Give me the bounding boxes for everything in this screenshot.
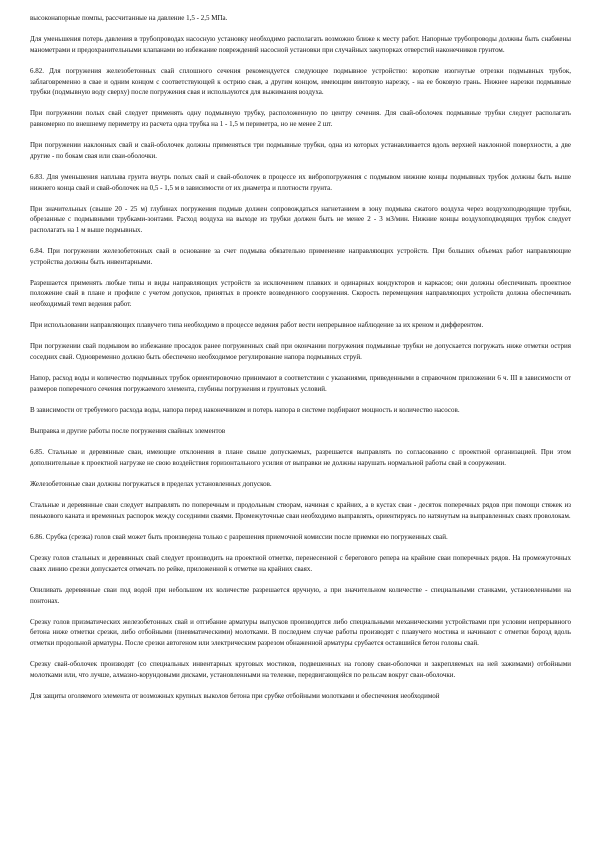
paragraph: При погружении наклонных свай и свай-оболочек должны применяться три подмывные трубки, одна из которых устанавливается вдоль верхней наклонной поверхности, а две другие - по бокам свая или сваи-оболочки. (30, 141, 571, 160)
paragraph: При погружении полых свай следует применять одну подмывную трубку, расположенную по центру сечения. Для свай-оболочек подмывные трубки следует располагать равномерно по внешнему периметру из расчета одна трубка на 1 - 1,5 м периметра, но не менее 2 шт. (30, 109, 571, 128)
paragraph: 6.85. Стальные и деревянные сваи, имеющие отклонения в плане свыше допускаемых, разрешается выправлять по согласованию с проектной организацией. При этом дополнительные к проектной нагрузке не свою воздействия горизонтального усилия от выправки не должны нарушать нормальной работы свай в сооружении. (30, 448, 571, 467)
paragraph: Срезку голов стальных и деревянных свай следует производить на проектной отметке, перенесенной с берегового репера на крайние сваи поперечных рядов. На промежуточных сваях линию срезки допускается отмечать по рейке, приложенной к отметке на крайних сваях. (30, 554, 571, 573)
paragraph: 6.86. Срубка (срезка) голов свай может быть произведена только с разрешения приемочной комиссии после приемки ею погруженных свай. (30, 533, 448, 542)
paragraph: Срезку свай-оболочек производят (со специальных инвентарных круговых мостиков, подвешенных на голову сваи-оболочки и закрепляемых на ней зажимами) отбойными молотками или, что лучше, алмазно-корундовыми дисками, установленными на тележке, передвигающейся по рельсам вокруг сваи-оболочки. (30, 660, 571, 679)
paragraph: Опиливать деревянные сваи под водой при небольшом их количестве разрешается вручную, а при значительном количестве - специальными станками, установленными на понтонах. (30, 586, 571, 605)
paragraph: При значительных (свыше 20 - 25 м) глубинах погружения подмыв должен сопровождаться нагнетанием в зону подмыва сжатого воздуха через воздухоподводящие трубки, обрезанные с подмывными трубками-зонтами. Расход воздуха на выходе из трубки должен быть не менее 2 - 3 м3/мин. Нижние концы воздухоподводящих трубок следует располагать на 1 м выше подмывных. (30, 204, 571, 234)
paragraph: При погружении свай подмывом во избежание просадок ранее погруженных свай при окончании погружения подмывные трубки не допускается погружать ниже отметки острия соседних свай. Одновременно должно быть обеспечено необходимое регулирование напора подмывных струй. (30, 342, 571, 361)
paragraph: Для уменьшения потерь давления в трубопроводах насосную установку необходимо располагать возможно ближе к месту работ. Напорные трубопроводы должны быть снабжены манометрами и предохранительными клапанами во избежание повреждений насосной установки при случайных закупорках отверстий наконечников грунтом. (30, 35, 571, 54)
paragraph: Срезку голов призматических железобетонных свай и отгибание арматуры выпусков производится либо специальными механическими устройствами при условии непрерывного бетона ниже отметки срезки, либо отбойными (пневматическими) молотками. В последнем случае работы производят с плавучего мостика и начинают с отметки борозд вдоль отметки продольной арматуры. После срезки автогеном или электрическим разрезом обнаженной арматуры срубается оставшийся бетон головы свай. (30, 617, 571, 648)
paragraph: Стальные и деревянные сваи следует выправлять по поперечным и продольным створам, начиная с крайних, а в кустах сваи - десяток поперечных рядов при помощи стяжек из пенькового каната и временных распорок между соседними сваями. Промежуточные сваи необходимо выправлять, ориентируясь по натянутым на выправленных сваях проволокам. (30, 501, 571, 520)
paragraph: В зависимости от требуемого расхода воды, напора перед наконечником и потерь напора в системе подбирают мощность и количество насосов. (30, 405, 460, 414)
paragraph: 6.83. Для уменьшения наплыва грунта внутрь полых свай и свай-оболочек в процессе их вибропогружения с подмывом нижние концы подмывных трубок должны быть выше нижнего конца свай и свай-оболочек на 0,5 - 1,5 м в зависимости от их диаметра и плотности грунта. (30, 172, 571, 192)
paragraph: При использовании направляющих плавучего типа необходимо в процессе ведения работ вести непрерывное наблюдение за их креном и дифферентом. (30, 321, 484, 330)
paragraph: 6.82. Для погружения железобетонных свай сплошного сечения рекомендуется следующее подмывное устройство: короткие изогнутые отрезки подмывных трубок, заблаговременно в свае и одним концом с соответствующей к острию свая, а другим концом, имеющим винтовую нарезку, - на ее боковую грань. Нижнее нарезки подмывные трубки (подмывную воду сверху) после погружения свая и используются для выжимания воздуха. (30, 66, 571, 97)
paragraph: высоконапорные помпы, рассчитанные на давление 1,5 - 2,5 МПа. (30, 14, 228, 22)
paragraph: Разрешается применять любые типы и виды направляющих устройств за исключением плавких и одинарных кондукторов и каркасов; они должны обеспечивать проектное положение свай в плане и профиле с учетом допусков, принятых в проекте возведенного сооружения. Скорость перемещения направляющих устройств должна обеспечивать необходимый темп ведения работ. (30, 278, 571, 309)
paragraph: Напор, расход воды и количество подмывных трубок ориентировочно принимают в соответствии с указаниями, приведенными в справочном приложении 6 ч. III в зависимости от размеров поперечного сечения погружаемого элемента, глубины погружения и грунтовых условий. (30, 374, 571, 393)
paragraph: 6.84. При погружении железобетонных свай в основание за счет подмыва обязательно применение направляющих устройств. При больших объемах работ направляющие устройства должны быть инвентарными. (30, 247, 571, 266)
paragraph: Для защиты оголяемого элемента от возможных крупных выколов бетона при срубке отбойными молотками и обеспечения необходимой (30, 692, 440, 700)
paragraph: Железобетонные сваи должны погружаться в пределах установленных допусков. (30, 480, 272, 489)
section-heading: Выправка и другие работы после погружения свайных элементов (30, 427, 226, 436)
